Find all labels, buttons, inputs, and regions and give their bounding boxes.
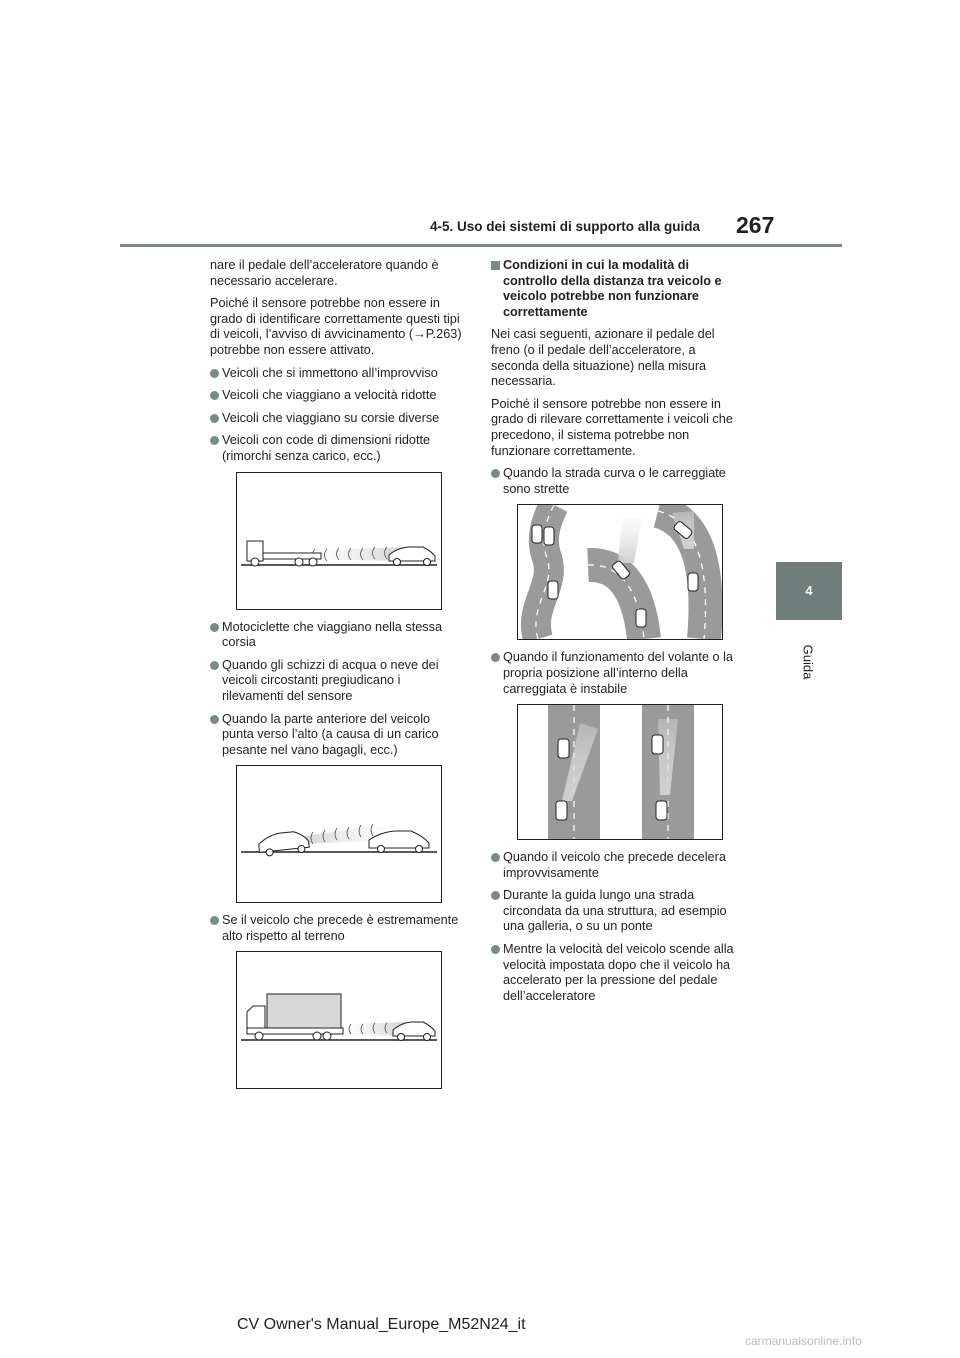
- bullet-curved-road: Quando la strada curva o le carreggiate sono strette: [491, 466, 745, 497]
- curved-roads-drawing: [518, 505, 722, 639]
- footer-manual-name: CV Owner's Manual_Europe_M52N24_it: [237, 1316, 526, 1333]
- high-vehicle-drawing: [237, 952, 441, 1088]
- bullet-sudden-entry: Veicoli che si immettono all’improvviso: [210, 366, 464, 382]
- bullet-small-tails: Veicoli con code di dimensioni ridotte (rimorchi senza carico, ecc.): [210, 433, 464, 464]
- illustration-unstable-position: [517, 704, 723, 840]
- brake-paragraph: Nei casi seguenti, azionare il pedale del freno (o il pedale dell’acceleratore, a seconda della situazione) nella misura necessaria.: [491, 327, 715, 389]
- bullet-spray: Quando gli schizzi di acqua o neve dei veicoli circostanti pregiudicano i rilevamenti del sensore: [210, 658, 464, 705]
- bullet-sudden-deceleration: Quando il veicolo che precede decelera improvvisamente: [491, 850, 745, 881]
- illustration-high-vehicle: [236, 951, 442, 1089]
- chapter-label: [788, 632, 828, 692]
- sensor-paragraph-suffix: ) potrebbe non essere attivato.: [210, 327, 462, 357]
- arrow-icon: →: [413, 327, 426, 342]
- bullet-high-vehicle: Se il veicolo che precede è estremamente alto rispetto al terreno: [210, 913, 464, 944]
- sensor-paragraph-prefix: Poiché il sensore potrebbe non essere in grado di identificare correttamente questi tipi di veicoli, l’avviso di avvicinamento (: [210, 296, 460, 342]
- page-reference-link[interactable]: P.263: [425, 327, 458, 342]
- section-title: 4-5. Uso dei sistemi di supporto alla guida: [430, 219, 701, 234]
- watermark: carmanualsonline.info: [745, 1334, 862, 1348]
- intro-continuation: nare il pedale dell’acceleratore quando è necessario accelerare.: [210, 258, 439, 288]
- illustration-nose-up: [236, 765, 442, 903]
- left-column: [210, 258, 464, 1099]
- chapter-label-text: Guida: [800, 644, 816, 680]
- bullet-other-lanes: Veicoli che viaggiano su corsie diverse: [210, 411, 464, 427]
- bullet-slow-vehicles: Veicoli che viaggiano a velocità ridotte: [210, 388, 464, 404]
- illustration-curved-roads: [517, 504, 723, 640]
- nose-up-drawing: [237, 766, 441, 902]
- bullet-tunnel-bridge: Durante la guida lungo una strada circondata da una struttura, ad esempio una galleria, o su un ponte: [491, 888, 745, 935]
- chapter-tab: 4: [776, 562, 842, 620]
- bullet-motorcycles: Motociclette che viaggiano nella stessa corsia: [210, 620, 464, 651]
- bullet-nose-up: Quando la parte anteriore del veicolo punta verso l’alto (a causa di un carico pesante nel vano bagagli, ecc.): [210, 712, 464, 759]
- right-column: [491, 258, 745, 1011]
- detection-paragraph: Poiché il sensore potrebbe non essere in grado di rilevare correttamente i veicoli che precedono, il sistema potrebbe non funzionare correttamente.: [491, 396, 733, 458]
- unstable-position-drawing: [518, 705, 722, 839]
- sensor-paragraph: [210, 296, 464, 358]
- illustration-empty-trailer: [236, 472, 442, 610]
- bullet-speed-return: Mentre la velocità del veicolo scende alla velocità impostata dopo che il veicolo ha accelerato per la pressione del pedale dell’acceleratore: [491, 942, 745, 1004]
- page-number: 267: [736, 212, 775, 238]
- bullet-unstable-steering: Quando il funzionamento del volante o la propria posizione all’interno della carreggiata è instabile: [491, 650, 745, 697]
- header-rule: [120, 244, 842, 247]
- subheading-malfunction-conditions: Condizioni in cui la modalità di controllo della distanza tra veicolo e veicolo potrebbe non funzionare correttamente: [491, 258, 745, 320]
- empty-trailer-drawing: [237, 473, 441, 609]
